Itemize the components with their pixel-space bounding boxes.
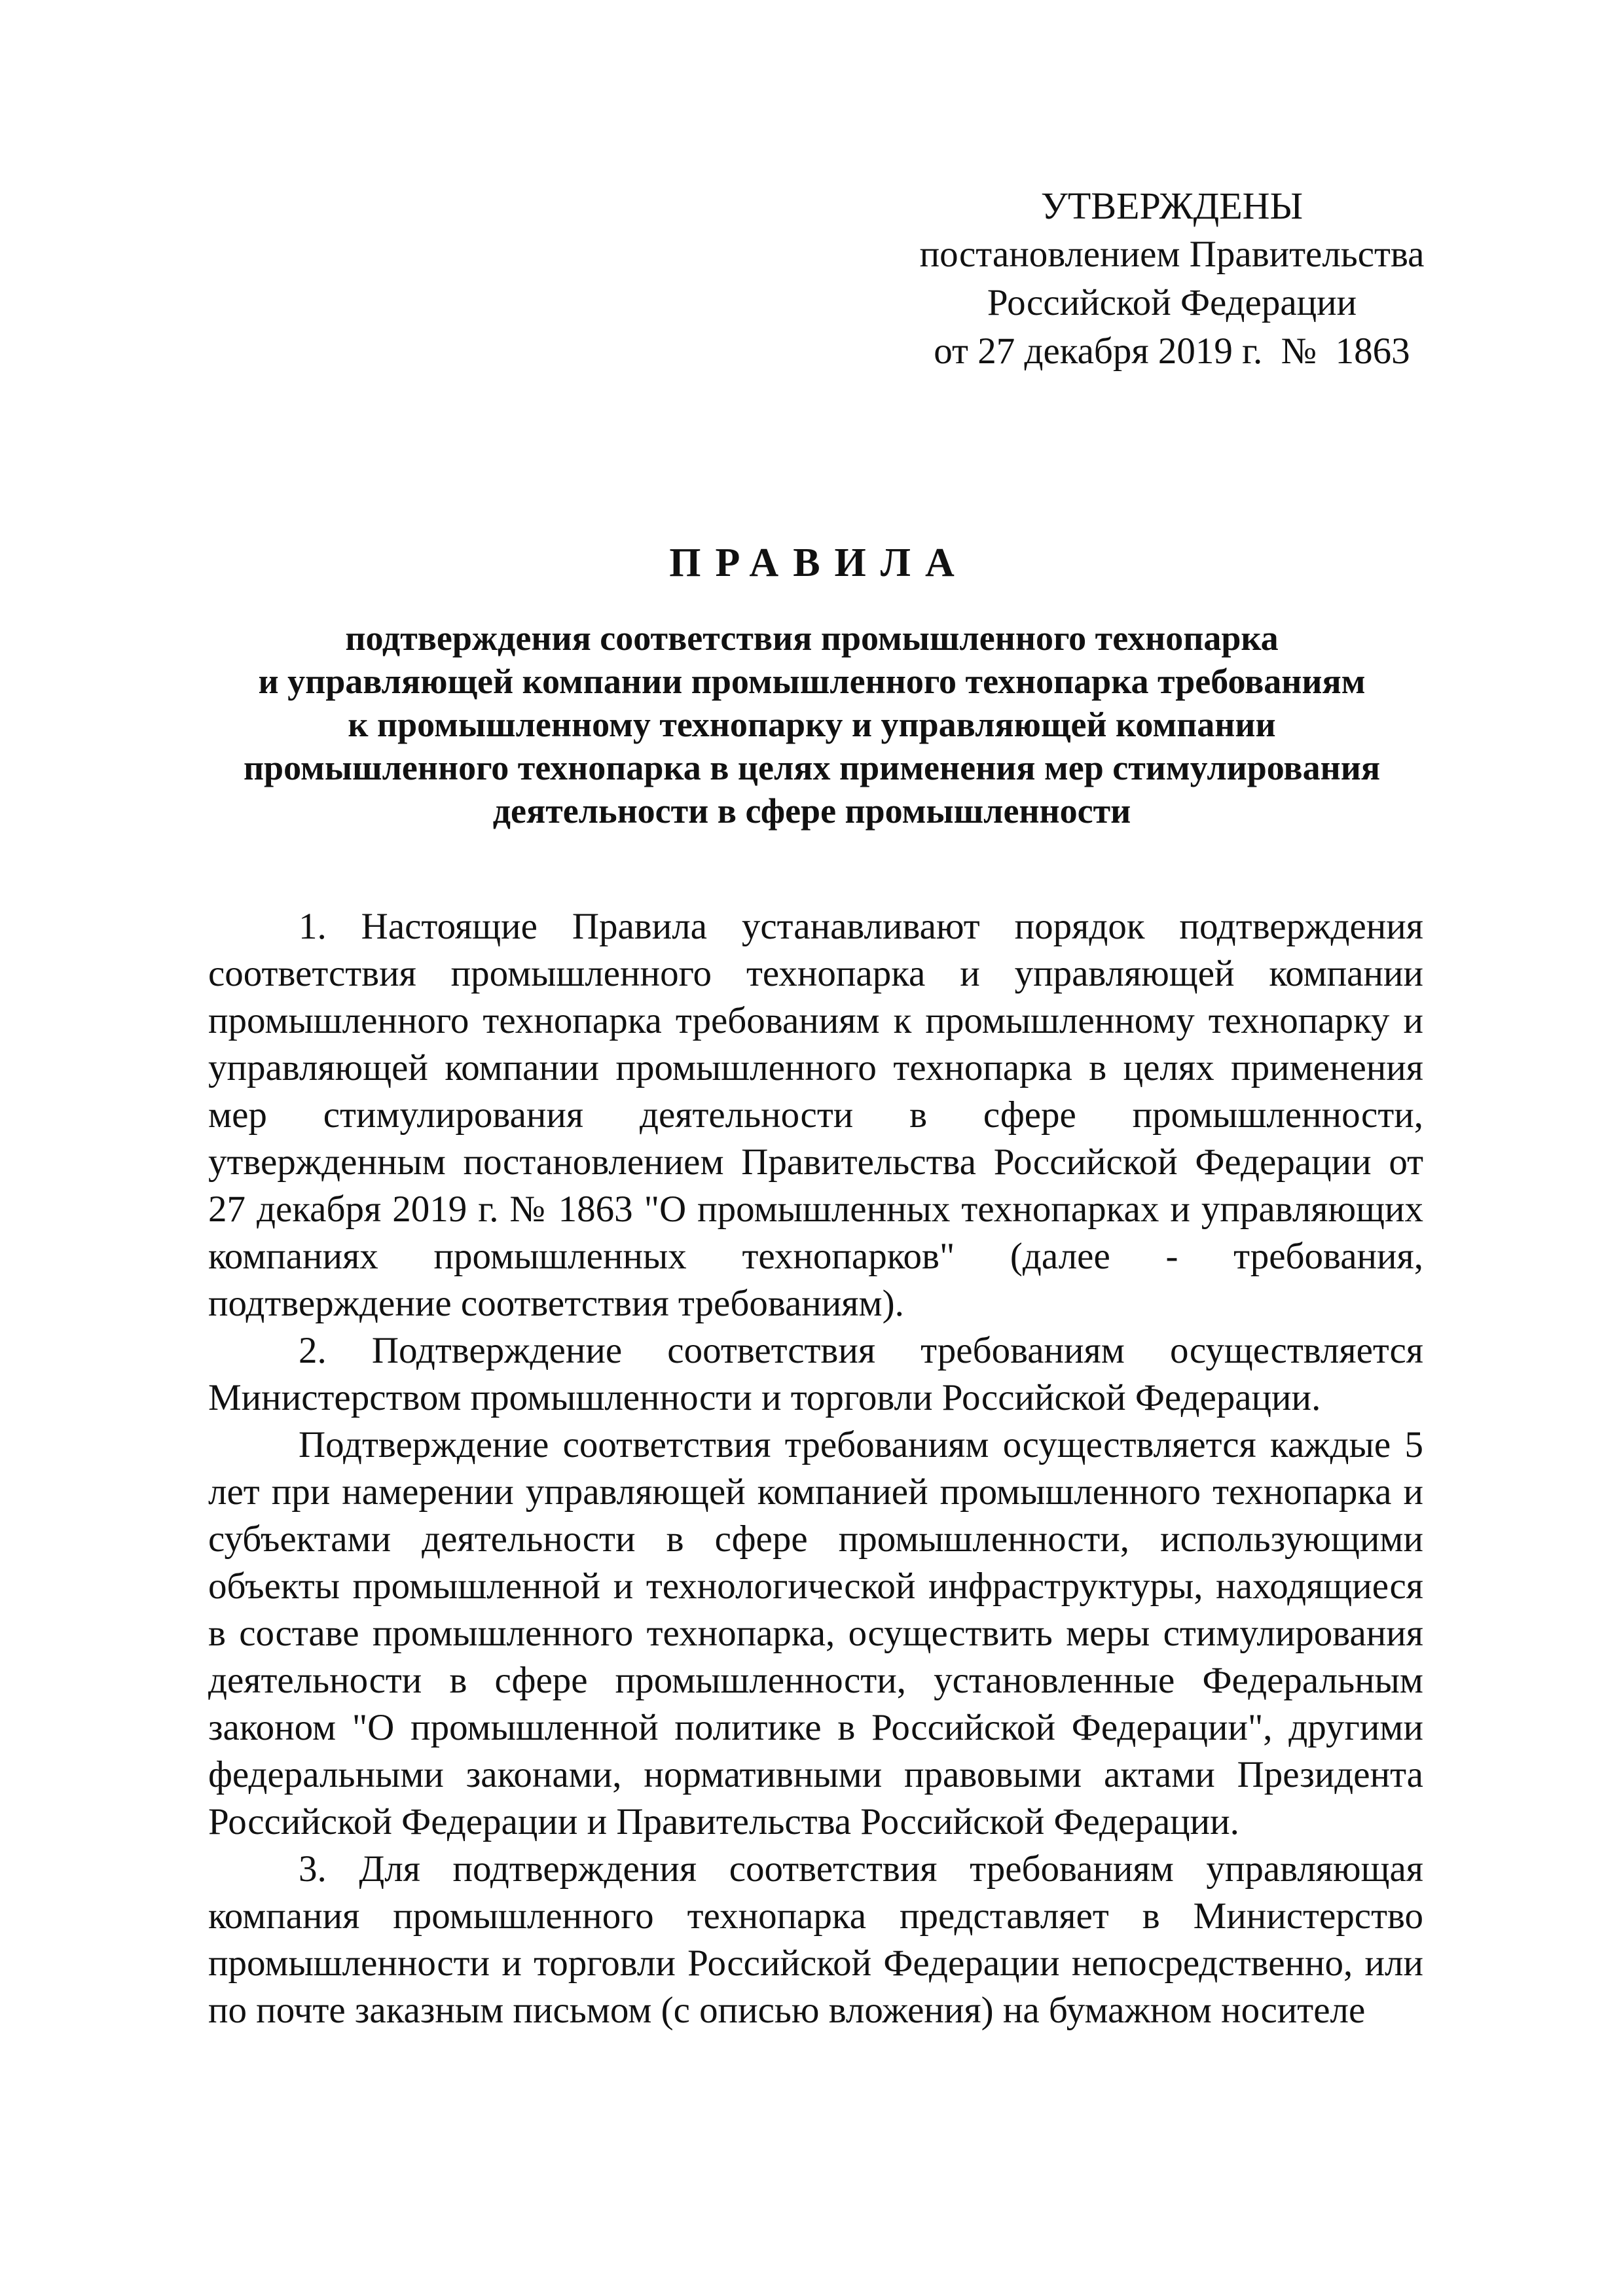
paragraph-1: 1. Настоящие Правила устанавливают порядок подтверждения соответствия промышленного технопарка и управляющей компании промышленного технопарка требованиям к промышленному технопарку и управляющей компании промышленного технопарка в целях применения мер стимулирования деятельности в сфере промышленности, утвержденным постановлением Правительства Российской Федерации от 27 декабря 2019 г. № 1863 "О промышленных технопарках и управляющих компаниях промышленных технопарков" (далее - требования, подтверждение соответствия требованиям).	[208, 906, 1423, 1324]
document-subtitle	[196, 617, 1427, 833]
subtitle-line: и управляющей компании промышленного технопарка требованиям	[258, 662, 1366, 701]
approval-line-date-number: от 27 декабря 2019 г. № 1863	[934, 331, 1410, 372]
approval-line-decree: постановлением Правительства	[919, 234, 1425, 275]
subtitle-line: к промышленному технопарку и управляющей компании	[348, 705, 1276, 744]
paragraph-2: 2. Подтверждение соответствия требованиям осуществляется Министерством промышленности и торговли Российской Федерации.	[208, 1330, 1423, 1418]
paragraph-3: 3. Для подтверждения соответствия требованиям управляющая компания промышленного технопарка представляет в Министерство промышленности и торговли Российской Федерации непосредственно, или по почте заказным письмом (с описью вложения) на бумажном носителе	[208, 1848, 1423, 2031]
document-title: ПРАВИЛА	[669, 541, 969, 585]
document-title-block	[196, 537, 1427, 833]
approval-line-country: Российской Федерации	[987, 282, 1357, 323]
approved-heading: УТВЕРЖДЕНЫ	[1040, 185, 1304, 227]
subtitle-line: подтверждения соответствия промышленного технопарка	[345, 619, 1279, 658]
document-body	[208, 903, 1423, 2034]
subtitle-line: деятельности в сфере промышленности	[492, 791, 1131, 831]
subtitle-line: промышленного технопарка в целях применения мер стимулирования	[243, 748, 1381, 787]
approval-stamp-block	[877, 182, 1467, 376]
paragraph-2-continued: Подтверждение соответствия требованиям осуществляется каждые 5 лет при намерении управляющей компанией промышленного технопарка и субъектами деятельности в сфере промышленности, использующими объекты промышленной и технологической инфраструктуры, находящиеся в составе промышленного технопарка, осуществить меры стимулирования деятельности в сфере промышленности, установленные Федеральным законом "О промышленной политике в Российской Федерации", другими федеральными законами, нормативными правовыми актами Президента Российской Федерации и Правительства Российской Федерации.	[208, 1424, 1423, 1842]
